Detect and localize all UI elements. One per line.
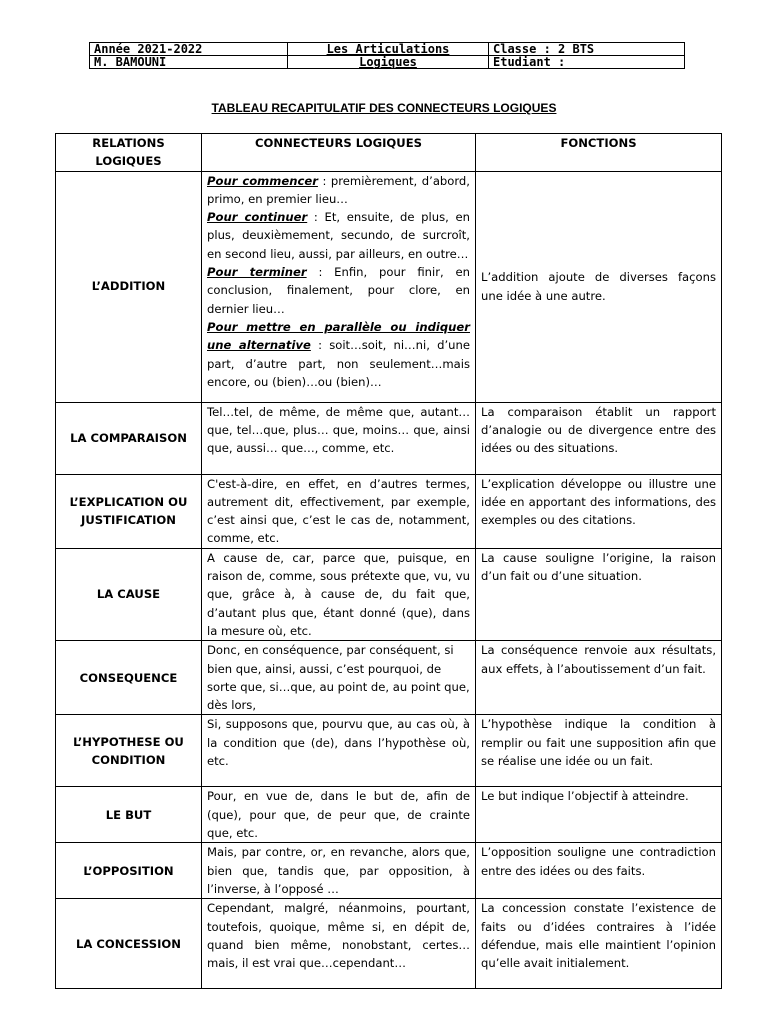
- function-cell: Le but indique l’objectif à atteindre.: [476, 787, 722, 843]
- table-header-row: [56, 134, 722, 172]
- table-row: [56, 715, 722, 787]
- relation-cell: L’OPPOSITION: [56, 843, 202, 899]
- connectors-cell: Mais, par contre, or, en revanche, alors que, bien que, tandis que, par opposition, à l’inverse, à l’opposé …: [202, 843, 476, 899]
- table-row: [56, 402, 722, 474]
- student-cell: Etudiant :: [489, 56, 685, 69]
- relation-cell: LA COMPARAISON: [56, 402, 202, 474]
- function-cell: La concession constate l’existence de faits ou d’idées contraires à l’idée défendue, mais elle maintient l’opinion qu’elle avait initialement.: [476, 899, 722, 989]
- addition-lead: Pour continuer: [207, 210, 308, 225]
- connectors-cell: [202, 171, 476, 402]
- connectors-cell: Pour, en vue de, dans le but de, afin de (que), pour que, de peur que, de crainte que, etc.: [202, 787, 476, 843]
- header-connecteurs: CONNECTEURS LOGIQUES: [202, 134, 476, 172]
- table-row: [56, 787, 722, 843]
- header-table: [89, 42, 685, 69]
- relation-cell: L’HYPOTHESE OU CONDITION: [56, 715, 202, 787]
- connectors-cell: A cause de, car, parce que, puisque, en raison de, comme, sous prétexte que, vu, vu que, grâce à, à cause de, du fait que, d’autant plus que, étant donné (que), dans la mesure où, etc.: [202, 548, 476, 640]
- class-cell: Classe : 2 BTS: [489, 43, 685, 56]
- connectors-cell: Donc, en conséquence, par conséquent, si bien que, ainsi, aussi, c’est pourquoi, de sorte que, si…que, au point de, au point que, dès lors,: [202, 641, 476, 715]
- subject-line-2: Logiques: [288, 56, 489, 69]
- connectors-cell: Cependant, malgré, néanmoins, pourtant, toutefois, quoique, même si, en dépit de, quand bien même, nonobstant, certes…mais, il est vrai que…cependant…: [202, 899, 476, 989]
- connectors-table: [55, 133, 722, 989]
- relation-cell: L’ADDITION: [56, 171, 202, 402]
- table-row: [56, 474, 722, 548]
- header-row: [90, 43, 685, 56]
- function-cell: La cause souligne l’origine, la raison d’un fait ou d’une situation.: [476, 548, 722, 640]
- addition-text: : premièrement, d’abord, primo, en premier lieu…: [207, 173, 470, 206]
- header-fonctions: FONCTIONS: [476, 134, 722, 172]
- function-cell: [476, 171, 722, 402]
- relation-cell: LE BUT: [56, 787, 202, 843]
- function-cell: L’opposition souligne une contradiction entre des idées ou des faits.: [476, 843, 722, 899]
- function-cell: La conséquence renvoie aux résultats, aux effets, à l’aboutissement d’un fait.: [476, 641, 722, 715]
- table-row: [56, 641, 722, 715]
- table-row: [56, 171, 722, 402]
- subject-line-1: Les Articulations: [288, 43, 489, 56]
- table-row: [56, 899, 722, 989]
- header-relations: RELATIONS LOGIQUES: [56, 134, 202, 172]
- relation-cell: LA CONCESSION: [56, 899, 202, 989]
- addition-lead: Pour terminer: [207, 265, 307, 280]
- connectors-cell: C'est-à-dire, en effet, en d’autres termes, autrement dit, effectivement, par exemple, c’est ainsi que, c’est le cas de, notamment, comme, etc.: [202, 474, 476, 548]
- function-cell: La comparaison établit un rapport d’analogie ou de divergence entre des idées ou des situations.: [476, 402, 722, 474]
- addition-lead: Pour commencer: [207, 173, 318, 188]
- header-row: [90, 56, 685, 69]
- addition-lead: Pour mettre en parallèle ou indiquer une alternative: [207, 319, 470, 353]
- function-cell: L’explication développe ou illustre une idée en apportant des informations, des exemples ou des citations.: [476, 474, 722, 548]
- table-row: [56, 548, 722, 640]
- relation-cell: LA CAUSE: [56, 548, 202, 640]
- addition-text: : Et, ensuite, de plus, en plus, deuxièmement, secundo, de surcroît, en second lieu, aussi, par ailleurs, en outre…: [207, 210, 471, 261]
- table-row: [56, 843, 722, 899]
- addition-text: : Enfin, pour finir, en conclusion, finalement, pour clore, en dernier lieu…: [207, 265, 471, 316]
- connectors-cell: Tel…tel, de même, de même que, autant…que, tel…que, plus… que, moins… que, ainsi que, aussi… que…, comme, etc.: [202, 402, 476, 474]
- page-title: TABLEAU RECAPITULATIF DES CONNECTEURS LOGIQUES: [211, 101, 557, 115]
- connectors-cell: Si, supposons que, pourvu que, au cas où, à la condition que (de), dans l’hypothèse où, etc.: [202, 715, 476, 787]
- relation-cell: CONSEQUENCE: [56, 641, 202, 715]
- teacher-cell: M. BAMOUNI: [90, 56, 288, 69]
- addition-text: : soit…soit, ni…ni, d’une part, d’autre part, non seulement…mais encore, ou (bien)…ou (bien)…: [207, 338, 470, 389]
- year-cell: Année 2021-2022: [90, 43, 288, 56]
- function-cell: L’hypothèse indique la condition à remplir ou fait une supposition afin que se réalise une idée ou un fait.: [476, 715, 722, 787]
- relation-cell: L’EXPLICATION OU JUSTIFICATION: [56, 474, 202, 548]
- function-text: L’addition ajoute de diverses façons une idée à une autre.: [481, 270, 716, 303]
